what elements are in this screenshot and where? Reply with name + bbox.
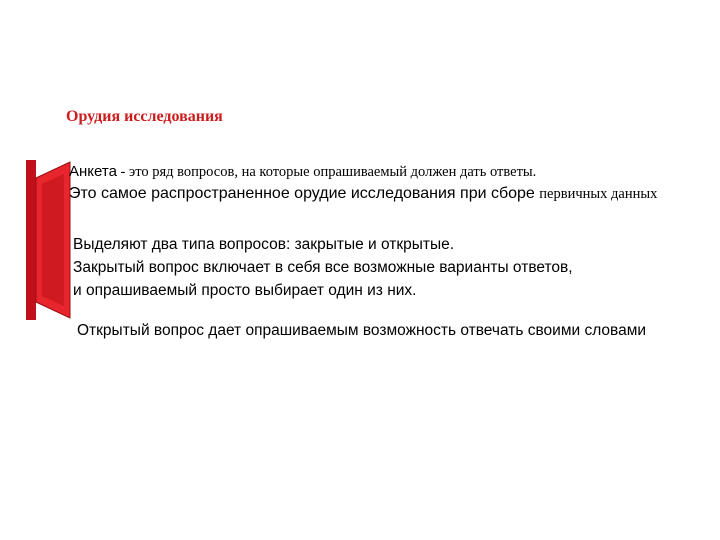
slide-title: Орудия исследования [66,108,223,125]
question-types-line-1: Выделяют два типа вопросов: закрытые и открытые. [73,236,455,253]
question-types-line-3: и опрашиваемый просто выбирает один из них. [73,282,417,299]
common-tool-line [69,185,657,203]
door-inner-panel [42,174,64,306]
open-door-icon [26,160,72,320]
primary-data-text: первичных данных [539,186,658,202]
definition-line [69,163,536,181]
open-question-line: Открытый вопрос дает опрашиваемым возможность отвечать своими словами [77,322,647,339]
question-types-line-2: Закрытый вопрос включает в себя все возможные варианты ответов, [73,259,573,276]
common-tool-text: Это самое распространенное орудие исследования при сборе [69,185,540,202]
definition-text: - это ряд вопросов, на которые опрашиваемый должен дать ответы. [116,164,537,180]
door-frame [26,160,36,320]
term-anketa: Анкета [69,163,117,180]
